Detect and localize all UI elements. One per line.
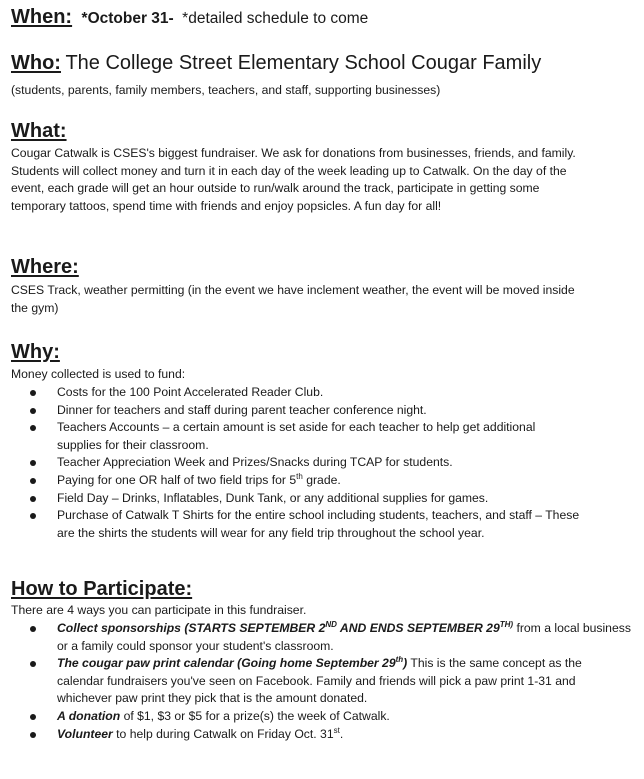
list-item: Purchase of Catwalk T Shirts for the entire school including students, teachers, and staff – These are the shirts the students will wear for any field trip throughout the school year. <box>30 507 579 542</box>
bullet-icon <box>30 661 36 667</box>
list-item: Paying for one OR half of two field trips for 5th grade. <box>30 472 579 490</box>
participate-list <box>30 620 631 743</box>
what-heading: What: <box>11 120 67 142</box>
where-heading: Where: <box>11 256 79 278</box>
who-subtext: (students, parents, family members, teachers, and staff, supporting businesses) <box>11 83 441 97</box>
why-intro: Money collected is used to fund: <box>11 367 186 381</box>
where-line: CSES Track, weather permitting (in the event we have inclement weather, the event will be moved inside <box>11 283 575 297</box>
where-line: the gym) <box>11 300 59 315</box>
what-paragraph <box>11 145 576 215</box>
when-heading: When: <box>11 6 73 28</box>
bullet-icon <box>30 460 36 466</box>
bullet-icon <box>30 496 36 502</box>
when-note: *detailed schedule to come <box>182 10 369 27</box>
participate-heading: How to Participate: <box>11 578 193 600</box>
list-item: Collect sponsorships (STARTS SEPTEMBER 2ND AND ENDS SEPTEMBER $29^{TH)}$ from a local business or a family could sponsor your student's classroom. <box>30 620 631 655</box>
what-line: Cougar Catwalk is CSES's biggest fundraiser. We ask for donations from businesses, friends, and family. <box>11 146 576 160</box>
bullet-icon <box>30 408 36 414</box>
bullet-icon <box>30 425 36 431</box>
participate-intro: There are 4 ways you can participate in this fundraiser. <box>11 603 307 617</box>
participate-section <box>11 578 192 601</box>
list-item: Teacher Appreciation Week and Prizes/Snacks during TCAP for students. <box>30 454 579 472</box>
who-heading: Who: <box>11 52 61 74</box>
what-line: Students will collect money and turn it in each day of the week leading up to Catwalk. On the day of the <box>11 163 567 178</box>
list-item: Dinner for teachers and staff during parent teacher conference night. <box>30 402 579 420</box>
bullet-icon <box>30 626 36 632</box>
bullet-icon <box>30 714 36 720</box>
list-item: Field Day – Drinks, Inflatables, Dunk Tank, or any additional supplies for games. <box>30 490 579 508</box>
bullet-icon <box>30 478 36 484</box>
where-paragraph <box>11 282 575 317</box>
who-text: The College Street Elementary School Cougar Family <box>65 52 542 74</box>
bullet-icon <box>30 513 36 519</box>
what-line: event, each grade will get an hour outside to run/walk around the track, participate in getting some <box>11 181 540 196</box>
why-list <box>30 384 579 542</box>
what-line: temporary tattoos, spend time with friends and enjoy popsicles. A fun day for all! <box>11 198 442 213</box>
who-section <box>11 52 541 75</box>
why-heading: Why: <box>11 341 60 363</box>
list-item: A donation of $1, $3 or $5 for a prize(s) the week of Catwalk. <box>30 708 631 726</box>
bullet-icon <box>30 732 36 738</box>
list-item: Teachers Accounts – a certain amount is set aside for each teacher to help get additional supplies for their classroom. <box>30 419 579 454</box>
when-date: *October 31- <box>81 10 174 27</box>
list-item: Costs for the 100 Point Accelerated Reader Club. <box>30 384 579 402</box>
list-item: Volunteer to help during Catwalk on Friday Oct. 31st. <box>30 726 631 744</box>
list-item: The cougar paw print calendar (Going home September 29th) This is the same concept as the calendar fundraisers you've seen on Facebook. Family and friends will pick a paw print 1-31 and whichever paw print they pick that is the amount donated. <box>30 655 631 708</box>
what-section <box>11 120 67 143</box>
why-section <box>11 341 60 364</box>
where-section <box>11 256 79 279</box>
bullet-icon <box>30 390 36 396</box>
when-section <box>11 6 368 29</box>
